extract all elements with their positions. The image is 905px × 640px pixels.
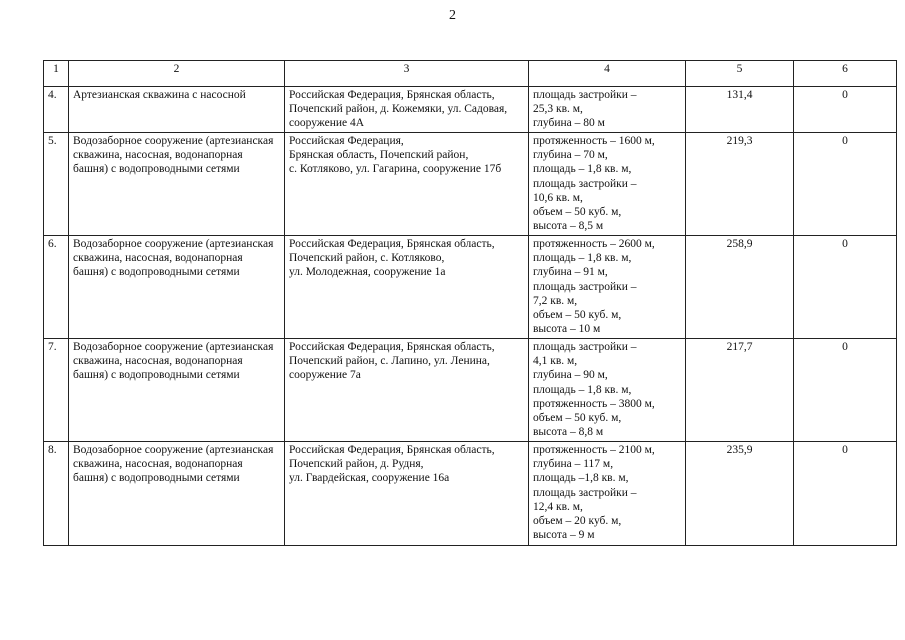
header-cell-6: 6 (794, 61, 897, 87)
value-cell: 131,4 (686, 87, 794, 133)
object-name-cell: Водозаборное сооружение (артезианская скважина, насосная, водонапорная башня) с водопроводными сетями (69, 442, 285, 546)
table-header-row (44, 61, 897, 87)
object-name-cell: Водозаборное сооружение (артезианская скважина, насосная, водонапорная башня) с водопроводными сетями (69, 339, 285, 442)
column-6-cell: 0 (794, 236, 897, 339)
address-cell: Российская Федерация, Брянская область, Почепский район, с. Лапино, ул. Ленина, сооружение 7а (285, 339, 529, 442)
address-cell: Российская Федерация, Брянская область, Почепский район, д. Рудня, ул. Гвардейская, сооружение 16а (285, 442, 529, 546)
characteristics-cell: площадь застройки – 4,1 кв. м, глубина – 90 м, площадь – 1,8 кв. м, протяженность – 3800 м, объем – 50 куб. м, высота – 8,8 м (529, 339, 686, 442)
header-cell-4: 4 (529, 61, 686, 87)
object-name-cell: Водозаборное сооружение (артезианская скважина, насосная, водонапорная башня) с водопроводными сетями (69, 236, 285, 339)
column-6-cell: 0 (794, 442, 897, 546)
table-row (44, 236, 897, 339)
row-number-cell: 4. (44, 87, 69, 133)
row-number-cell: 7. (44, 339, 69, 442)
property-registry-table (43, 60, 897, 546)
header-cell-1: 1 (44, 61, 69, 87)
table-row (44, 87, 897, 133)
address-cell: Российская Федерация, Брянская область, Почепский район, д. Кожемяки, ул. Садовая, сооружение 4А (285, 87, 529, 133)
page-number: 2 (449, 8, 456, 23)
column-6-cell: 0 (794, 339, 897, 442)
characteristics-cell: протяженность – 2600 м, площадь – 1,8 кв. м, глубина – 91 м, площадь застройки – 7,2 кв. м, объем – 50 куб. м, высота – 10 м (529, 236, 686, 339)
address-cell: Российская Федерация, Брянская область, Почепский район, с. Котляково, ул. Гагарина, сооружение 17б (285, 133, 529, 236)
header-cell-3: 3 (285, 61, 529, 87)
header-cell-5: 5 (686, 61, 794, 87)
row-number-cell: 6. (44, 236, 69, 339)
table-row (44, 339, 897, 442)
characteristics-cell: протяженность – 1600 м, глубина – 70 м, площадь – 1,8 кв. м, площадь застройки – 10,6 кв. м, объем – 50 куб. м, высота – 8,5 м (529, 133, 686, 236)
column-6-cell: 0 (794, 133, 897, 236)
row-number-cell: 8. (44, 442, 69, 546)
characteristics-cell: протяженность – 2100 м, глубина – 117 м, площадь –1,8 кв. м, площадь застройки – 12,4 кв. м, объем – 20 куб. м, высота – 9 м (529, 442, 686, 546)
value-cell: 235,9 (686, 442, 794, 546)
value-cell: 217,7 (686, 339, 794, 442)
column-6-cell: 0 (794, 87, 897, 133)
characteristics-cell: площадь застройки – 25,3 кв. м, глубина – 80 м (529, 87, 686, 133)
address-cell: Российская Федерация, Брянская область, Почепский район, с. Котляково, ул. Молодежная, сооружение 1а (285, 236, 529, 339)
table-row (44, 133, 897, 236)
value-cell: 219,3 (686, 133, 794, 236)
row-number-cell: 5. (44, 133, 69, 236)
object-name-cell: Артезианская скважина с насосной (69, 87, 285, 133)
table-row (44, 442, 897, 546)
object-name-cell: Водозаборное сооружение (артезианская скважина, насосная, водонапорная башня) с водопроводными сетями (69, 133, 285, 236)
header-cell-2: 2 (69, 61, 285, 87)
value-cell: 258,9 (686, 236, 794, 339)
